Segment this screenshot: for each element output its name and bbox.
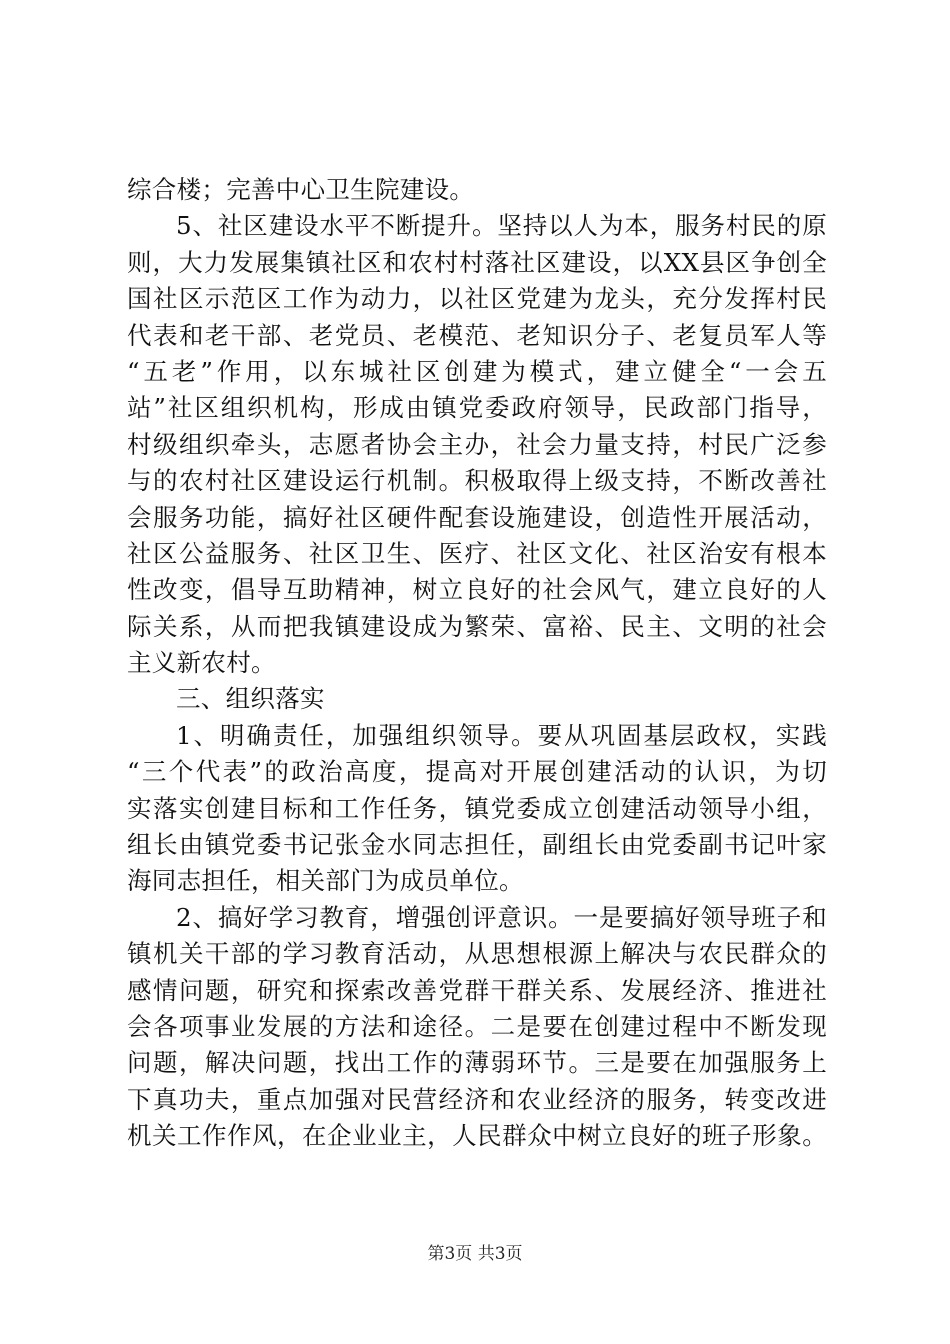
text-line: 感情问题，研究和探索改善党群干群关系、发展经济、推进社 (127, 975, 827, 1005)
text-line: 性改变，倡导互助精神，树立良好的社会风气，建立良好的人 (127, 575, 827, 605)
text-line: 社区公益服务、社区卫生、医疗、社区文化、社区治安有根本 (127, 538, 827, 568)
text-line: 会服务功能，搞好社区硬件配套设施建设，创造性开展活动， (127, 502, 827, 532)
text-line: 村级组织牵头，志愿者协会主办，社会力量支持，村民广泛参 (127, 429, 827, 459)
text-line: 三、组织落实 (176, 684, 325, 714)
text-line: “五老”作用，以东城社区创建为模式，建立健全“一会五 (127, 356, 827, 386)
text-line: 代表和老干部、老党员、老模范、老知识分子、老复员军人等 (127, 320, 827, 350)
text-line: 2、搞好学习教育，增强创评意识。一是要搞好领导班子和 (176, 902, 827, 932)
text-line: 1、明确责任，加强组织领导。要从巩固基层政权，实践 (176, 720, 827, 750)
text-line: 主义新农村。 (127, 648, 276, 678)
text-line: 下真功夫，重点加强对民营经济和农业经济的服务，转变改进 (127, 1084, 827, 1114)
text-line: 镇机关干部的学习教育活动，从思想根源上解决与农民群众的 (127, 939, 827, 969)
text-line: 国社区示范区工作为动力，以社区党建为龙头，充分发挥村民 (127, 284, 827, 314)
text-line: 与的农村社区建设运行机制。积极取得上级支持，不断改善社 (127, 466, 827, 496)
text-line: 机关工作作风，在企业业主，人民群众中树立良好的班子形象。 (127, 1121, 827, 1151)
text-line: 海同志担任，相关部门为成员单位。 (127, 866, 524, 896)
text-line: 组长由镇党委书记张金水同志担任，副组长由党委副书记叶家 (127, 830, 827, 860)
page-footer: 第3页 共3页 (427, 1244, 523, 1264)
text-line: 问题，解决问题，找出工作的薄弱环节。三是要在加强服务上 (127, 1048, 827, 1078)
document-body (127, 172, 827, 1155)
text-line: 会各项事业发展的方法和途径。二是要在创建过程中不断发现 (127, 1011, 827, 1041)
text-line: 综合楼；完善中心卫生院建设。 (127, 175, 475, 204)
text-line: 实落实创建目标和工作任务，镇党委成立创建活动领导小组， (127, 793, 827, 823)
text-line: “三个代表”的政治高度，提高对开展创建活动的认识，为切 (127, 757, 827, 787)
text-line: 5、社区建设水平不断提升。坚持以人为本，服务村民的原 (176, 211, 827, 241)
text-line: 际关系，从而把我镇建设成为繁荣、富裕、民主、文明的社会 (127, 611, 827, 641)
text-line: 站”社区组织机构，形成由镇党委政府领导，民政部门指导， (127, 393, 827, 423)
text-line: 则，大力发展集镇社区和农村村落社区建设，以XX县区争创全 (127, 247, 827, 277)
